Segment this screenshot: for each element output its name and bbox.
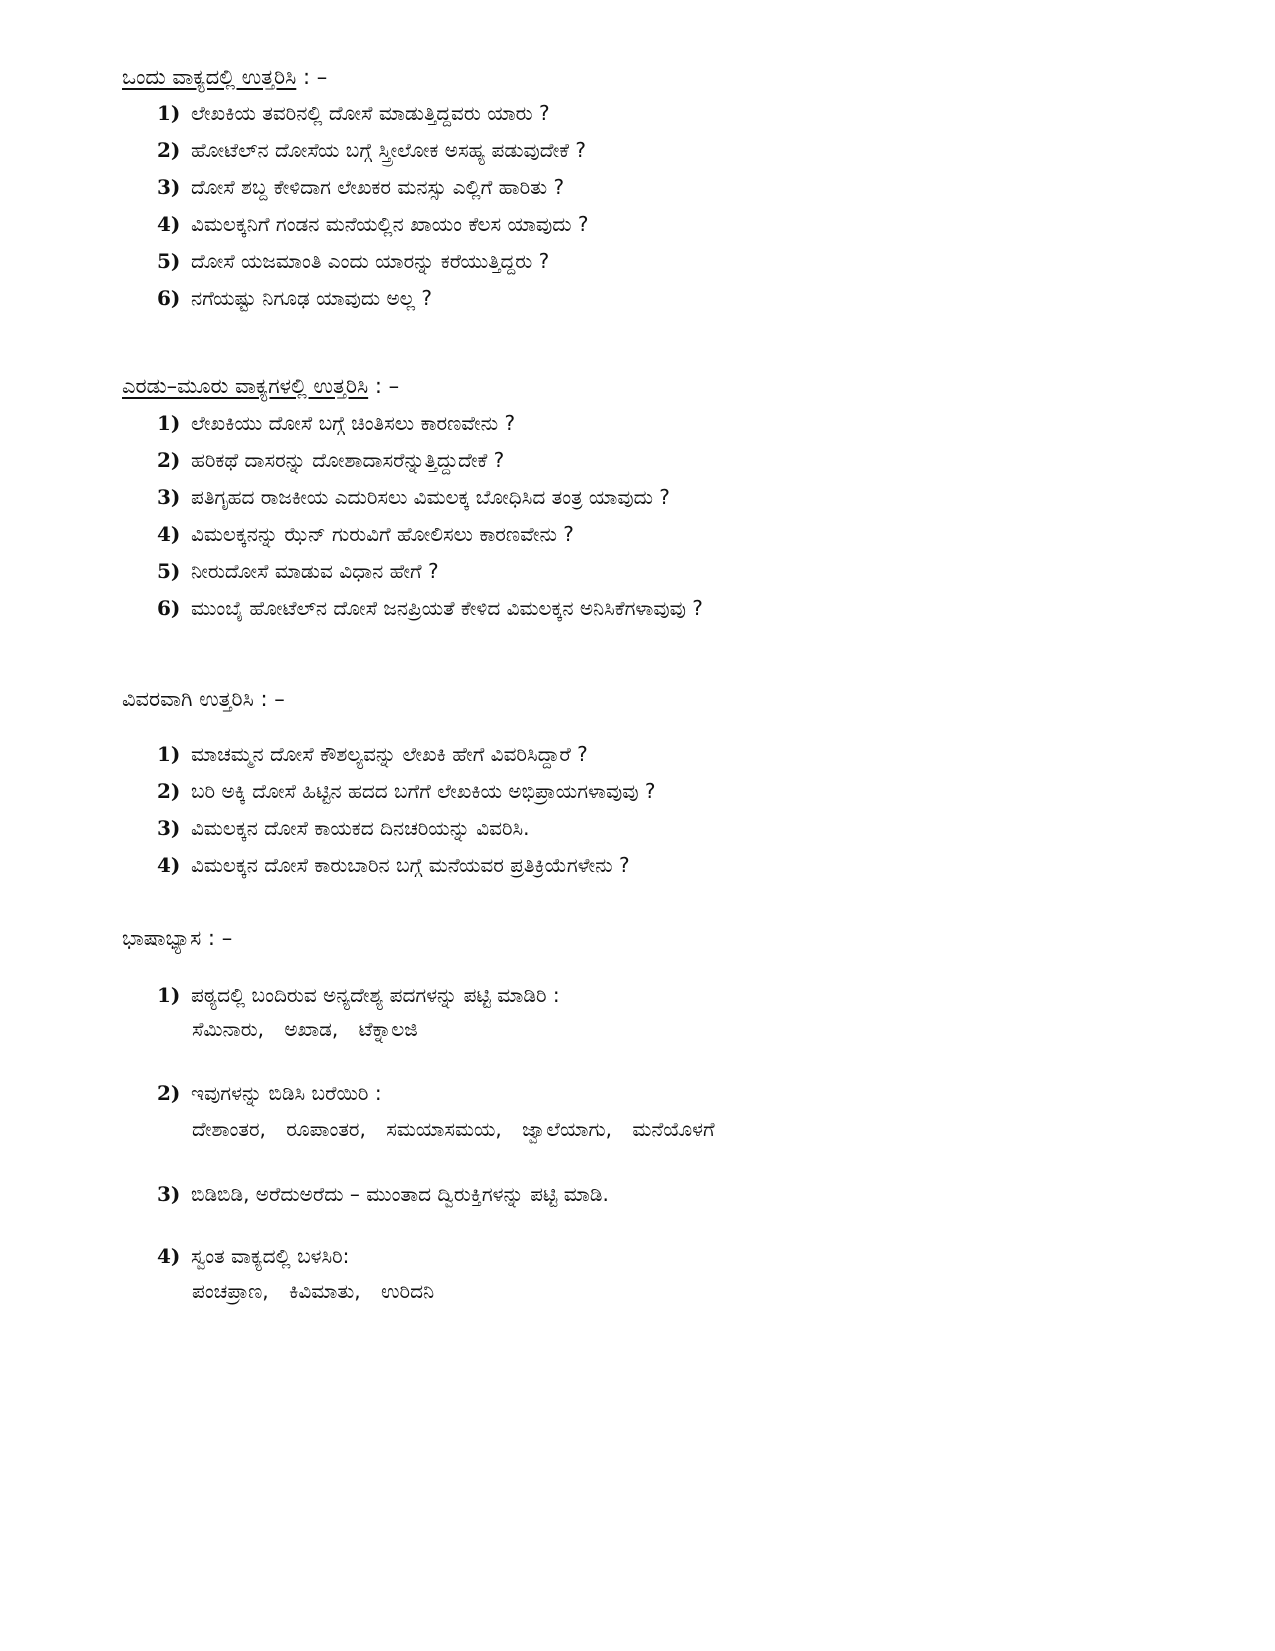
heading-suffix: – [215,926,233,950]
question-number: 1) [157,101,181,125]
question-item [157,519,574,549]
question-item [157,556,439,586]
section-heading [122,62,327,92]
section-heading [122,371,399,401]
question-text: ಮಾಚಮ್ಮನ ದೋಸೆ ಕೌಶಲ್ಯವನ್ನು ಲೇಖಕಿ ಹೇಗೆ ವಿವರಿಸಿದ್ದಾರೆ ? [191,742,588,766]
question-number: 5) [157,559,181,583]
question-number: 3) [157,485,181,509]
section-heading [122,684,285,714]
question-text: ಮುಂಬೈ ಹೋಟೆಲ್‌ನ ದೋಸೆ ಜನಪ್ರಿಯತೆ ಕೇಳಿದ ವಿಮಲಕ್ಕನ ಅನಿಸಿಕೆಗಳಾವುವು ? [191,596,703,620]
heading-text: ಒಂದು ವಾಕ್ಯದಲ್ಲಿ ಉತ್ತರಿಸಿ [122,65,297,89]
question-number: 3) [157,175,181,199]
question-item [157,593,703,623]
heading-suffix: : – [368,374,400,398]
question-item [157,98,550,128]
question-number: 2) [157,138,181,162]
exercise-words: ಸೆಮಿನಾರು, ಅಖಾಡ, ಟೆಕ್ನಾಲಜಿ [192,1017,418,1041]
exercise-item [157,1179,609,1209]
question-text: ವಿಮಲಕ್ಕನ ದೋಸೆ ಕಾರುಬಾರಿನ ಬಗ್ಗೆ ಮನೆಯವರ ಪ್ರತಿಕ್ರಿಯೆಗಳೇನು ? [191,853,630,877]
question-item [157,850,630,880]
question-number: 4) [157,212,181,236]
exercise-text: ಪಠ್ಯದಲ್ಲಿ ಬಂದಿರುವ ಅನ್ಯದೇಶ್ಯ ಪದಗಳನ್ನು ಪಟ್ಟಿ ಮಾಡಿರಿ : [191,983,560,1007]
question-number: 5) [157,249,181,273]
question-item [157,135,586,165]
question-number: 1) [157,742,181,766]
exercise-number: 4) [157,1244,181,1268]
question-number: 6) [157,286,181,310]
question-item [157,445,504,475]
question-text: ವಿಮಲಕ್ಕನ ದೋಸೆ ಕಾಯಕದ ದಿನಚರಿಯನ್ನು ವಿವರಿಸಿ. [191,816,530,840]
question-number: 2) [157,779,181,803]
question-text: ವಿಮಲಕ್ಕನಿಗೆ ಗಂಡನ ಮನೆಯಲ್ಲಿನ ಖಾಯಂ ಕೆಲಸ ಯಾವುದು ? [191,212,589,236]
exercise-words: ಪಂಚಪ್ರಾಣ, ಕಿವಿಮಾತು, ಉರಿದನಿ [192,1279,435,1303]
question-text: ವಿಮಲಕ್ಕನನ್ನು ಝೆನ್ ಗುರುವಿಗೆ ಹೋಲಿಸಲು ಕಾರಣವೇನು ? [191,522,574,546]
exercise-item [157,1241,349,1271]
question-item [157,408,515,438]
exercise-item [157,1078,382,1108]
question-number: 4) [157,853,181,877]
exercise-number: 3) [157,1182,181,1206]
question-number: 4) [157,522,181,546]
question-item [157,739,588,769]
exercise-item [157,980,560,1010]
exercise-text: ಇವುಗಳನ್ನು ಬಿಡಿಸಿ ಬರೆಯಿರಿ : [191,1081,382,1105]
question-item [157,209,588,239]
exercise-text: ಬಿಡಿಬಿಡಿ, ಅರೆದುಅರೆದು – ಮುಂತಾದ ದ್ವಿರುಕ್ತಿಗಳನ್ನು ಪಟ್ಟಿ ಮಾಡಿ. [191,1182,609,1206]
question-text: ಪತಿಗೃಹದ ರಾಜಕೀಯ ಎದುರಿಸಲು ವಿಮಲಕ್ಕ ಬೋಧಿಸಿದ ತಂತ್ರ ಯಾವುದು ? [191,485,670,509]
question-item [157,172,564,202]
question-item [157,813,530,843]
question-text: ನಗೆಯಷ್ಟು ನಿಗೂಢ ಯಾವುದು ಅಲ್ಲ ? [191,286,432,310]
heading-text: ವಿವರವಾಗಿ ಉತ್ತರಿಸಿ : [122,687,268,711]
heading-suffix: : – [296,65,328,89]
question-text: ನೀರುದೋಸೆ ಮಾಡುವ ವಿಧಾನ ಹೇಗೆ ? [191,559,439,583]
question-text: ಲೇಖಕಿಯು ದೋಸೆ ಬಗ್ಗೆ ಚಿಂತಿಸಲು ಕಾರಣವೇನು ? [191,411,516,435]
question-text: ಹೋಟೆಲ್‌ನ ದೋಸೆಯ ಬಗ್ಗೆ ಸ್ತ್ರೀಲೋಕ ಅಸಹ್ಯ ಪಡುವುದೇಕೆ ? [191,138,587,162]
question-text: ಹರಿಕಥೆ ದಾಸರನ್ನು ದೋಶಾದಾಸರೆನ್ನುತ್ತಿದ್ದುದೇಕೆ ? [191,448,505,472]
question-item [157,283,432,313]
exercise-number: 1) [157,983,181,1007]
question-text: ದೋಸೆ ಶಬ್ದ ಕೇಳಿದಾಗ ಲೇಖಕರ ಮನಸ್ಸು ಎಲ್ಲಿಗೆ ಹಾರಿತು ? [191,175,565,199]
question-item [157,776,656,806]
question-text: ಬರಿ ಅಕ್ಕಿ ದೋಸೆ ಹಿಟ್ಟಿನ ಹದದ ಬಗೆಗೆ ಲೇಖಕಿಯ ಅಭಿಪ್ರಾಯಗಳಾವುವು ? [191,779,656,803]
question-number: 2) [157,448,181,472]
question-text: ಲೇಖಕಿಯ ತವರಿನಲ್ಲಿ ದೋಸೆ ಮಾಡುತ್ತಿದ್ದವರು ಯಾರು ? [191,101,550,125]
question-text: ದೋಸೆ ಯಜಮಾಂತಿ ಎಂದು ಯಾರನ್ನು ಕರೆಯುತ್ತಿದ್ದರು ? [191,249,550,273]
question-item [157,482,670,512]
question-number: 6) [157,596,181,620]
question-item [157,246,549,276]
exercise-words: ದೇಶಾಂತರ, ರೂಪಾಂತರ, ಸಮಯಾಸಮಯ, ಜ್ವಾಲೆಯಾಗು, ಮನೆಯೊಳಗೆ [192,1117,715,1141]
question-number: 3) [157,816,181,840]
heading-text: ಎರಡು–ಮೂರು ವಾಕ್ಯಗಳಲ್ಲಿ ಉತ್ತರಿಸಿ [122,374,369,398]
question-number: 1) [157,411,181,435]
heading-suffix: – [267,687,285,711]
heading-text: ಭಾಷಾಭ್ಯಾಸ : [122,926,216,950]
exercise-text: ಸ್ವಂತ ವಾಕ್ಯದಲ್ಲಿ ಬಳಸಿರಿ: [191,1244,350,1268]
exercise-number: 2) [157,1081,181,1105]
section-heading [122,923,232,953]
